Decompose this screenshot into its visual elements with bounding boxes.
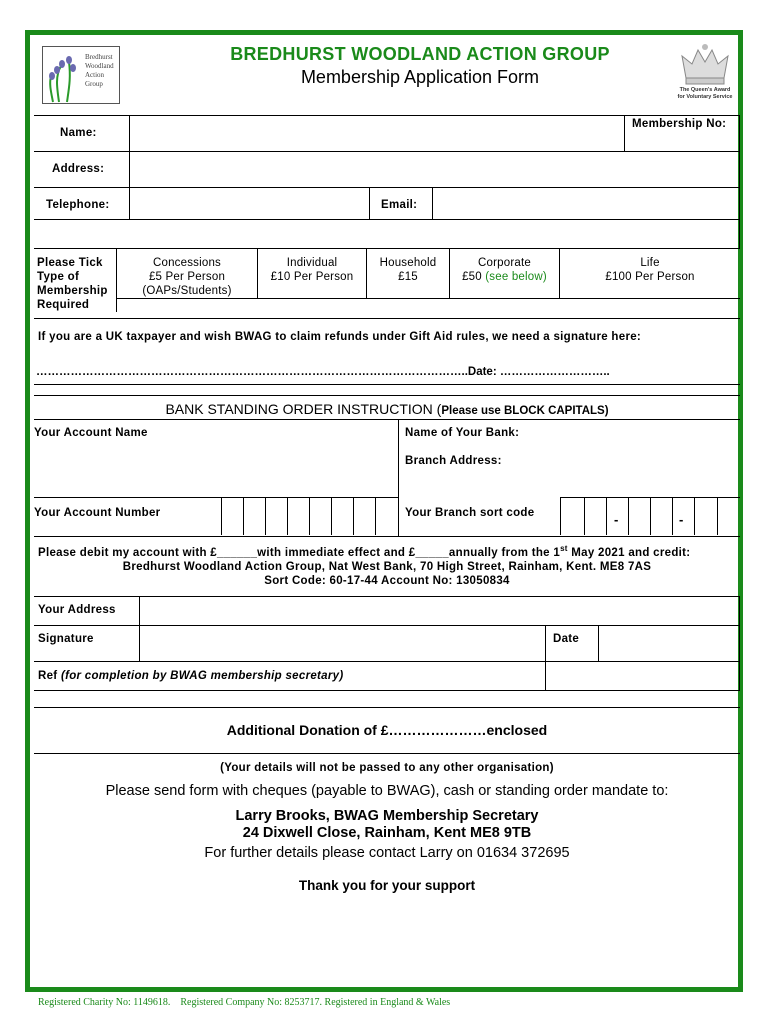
gift-aid-signature-line[interactable]: …………………………………………………………………………………………………..Date: ………………………..: [36, 366, 610, 378]
sort-code-dash-2: -: [679, 512, 684, 527]
membership-no-label: Membership No:: [632, 118, 727, 130]
address-field[interactable]: [130, 152, 738, 186]
account-number-label: Your Account Number: [34, 507, 161, 519]
sort-code-label: Your Branch sort code: [405, 507, 535, 519]
page-title: BREDHURST WOODLAND ACTION GROUP: [230, 44, 610, 64]
signature-label: Signature: [38, 633, 94, 645]
crown-icon: [672, 42, 738, 86]
registration-footer: Registered Charity No: 1149618. Registered Company No: 8253717. Registered in England & Wales: [38, 997, 451, 1008]
address-label: Address:: [52, 163, 105, 175]
logo: [42, 46, 120, 104]
date-field[interactable]: [599, 626, 738, 660]
your-address-label: Your Address: [38, 604, 116, 616]
payee-sort-code: Sort Code: 60-17-44 Account No: 13050834: [264, 575, 510, 587]
telephone-label: Telephone:: [46, 199, 110, 211]
bank-name-label: Name of Your Bank:: [405, 427, 520, 439]
logo-text: Bredhurst Woodland Action Group: [85, 53, 114, 88]
sort-code-dash-1: -: [614, 512, 619, 527]
email-field[interactable]: [433, 188, 738, 218]
membership-prompt: Please Tick Type of Membership Required: [37, 257, 108, 311]
account-name-label: Your Account Name: [34, 427, 148, 439]
membership-option-corporate[interactable]: Corporate £50 (see below): [462, 257, 547, 283]
date-label: Date: [553, 633, 580, 645]
contact-address: 24 Dixwell Close, Rainham, Kent ME8 9TB: [242, 825, 532, 841]
payee-details: Bredhurst Woodland Action Group, Nat West Bank, 70 High Street, Rainham, Kent. ME8 7AS: [122, 561, 652, 573]
further-details: For further details please contact Larry on 01634 372695: [204, 845, 570, 861]
membership-option-household[interactable]: Household £15: [379, 257, 437, 283]
email-label: Email:: [381, 199, 418, 211]
debit-instruction: Please debit my account with £______with immediate effect and £_____annually from the 1st May 2021 and credit:: [38, 544, 691, 559]
name-field[interactable]: [130, 116, 623, 150]
award-logo: The Queen's Award for Voluntary Service: [672, 42, 738, 104]
signature-field[interactable]: [140, 626, 544, 660]
send-instructions: Please send form with cheques (payable to BWAG), cash or standing order mandate to:: [105, 783, 669, 799]
donation-line[interactable]: Additional Donation of £…………………enclosed: [226, 722, 548, 738]
privacy-note: (Your details will not be passed to any other organisation): [220, 762, 554, 774]
your-address-field[interactable]: [140, 597, 738, 624]
contact-name: Larry Brooks, BWAG Membership Secretary: [235, 808, 539, 824]
thanks: Thank you for your support: [298, 878, 476, 893]
telephone-field[interactable]: [130, 188, 368, 218]
gift-aid-text: If you are a UK taxpayer and wish BWAG to claim refunds under Gift Aid rules, we need a signature here:: [38, 331, 642, 343]
name-label: Name:: [60, 127, 97, 139]
membership-option-concessions[interactable]: Concessions £5 Per Person (OAPs/Students): [142, 257, 232, 297]
branch-address-label: Branch Address:: [405, 455, 502, 467]
membership-option-individual[interactable]: Individual £10 Per Person: [270, 257, 354, 283]
standing-order-heading: BANK STANDING ORDER INSTRUCTION (Please use BLOCK CAPITALS): [165, 401, 609, 417]
bluebell-icon: [45, 48, 85, 104]
ref-label: Ref (for completion by BWAG membership secretary): [38, 670, 344, 682]
membership-option-life[interactable]: Life £100 Per Person: [605, 257, 695, 283]
page-subtitle: Membership Application Form: [300, 67, 540, 87]
